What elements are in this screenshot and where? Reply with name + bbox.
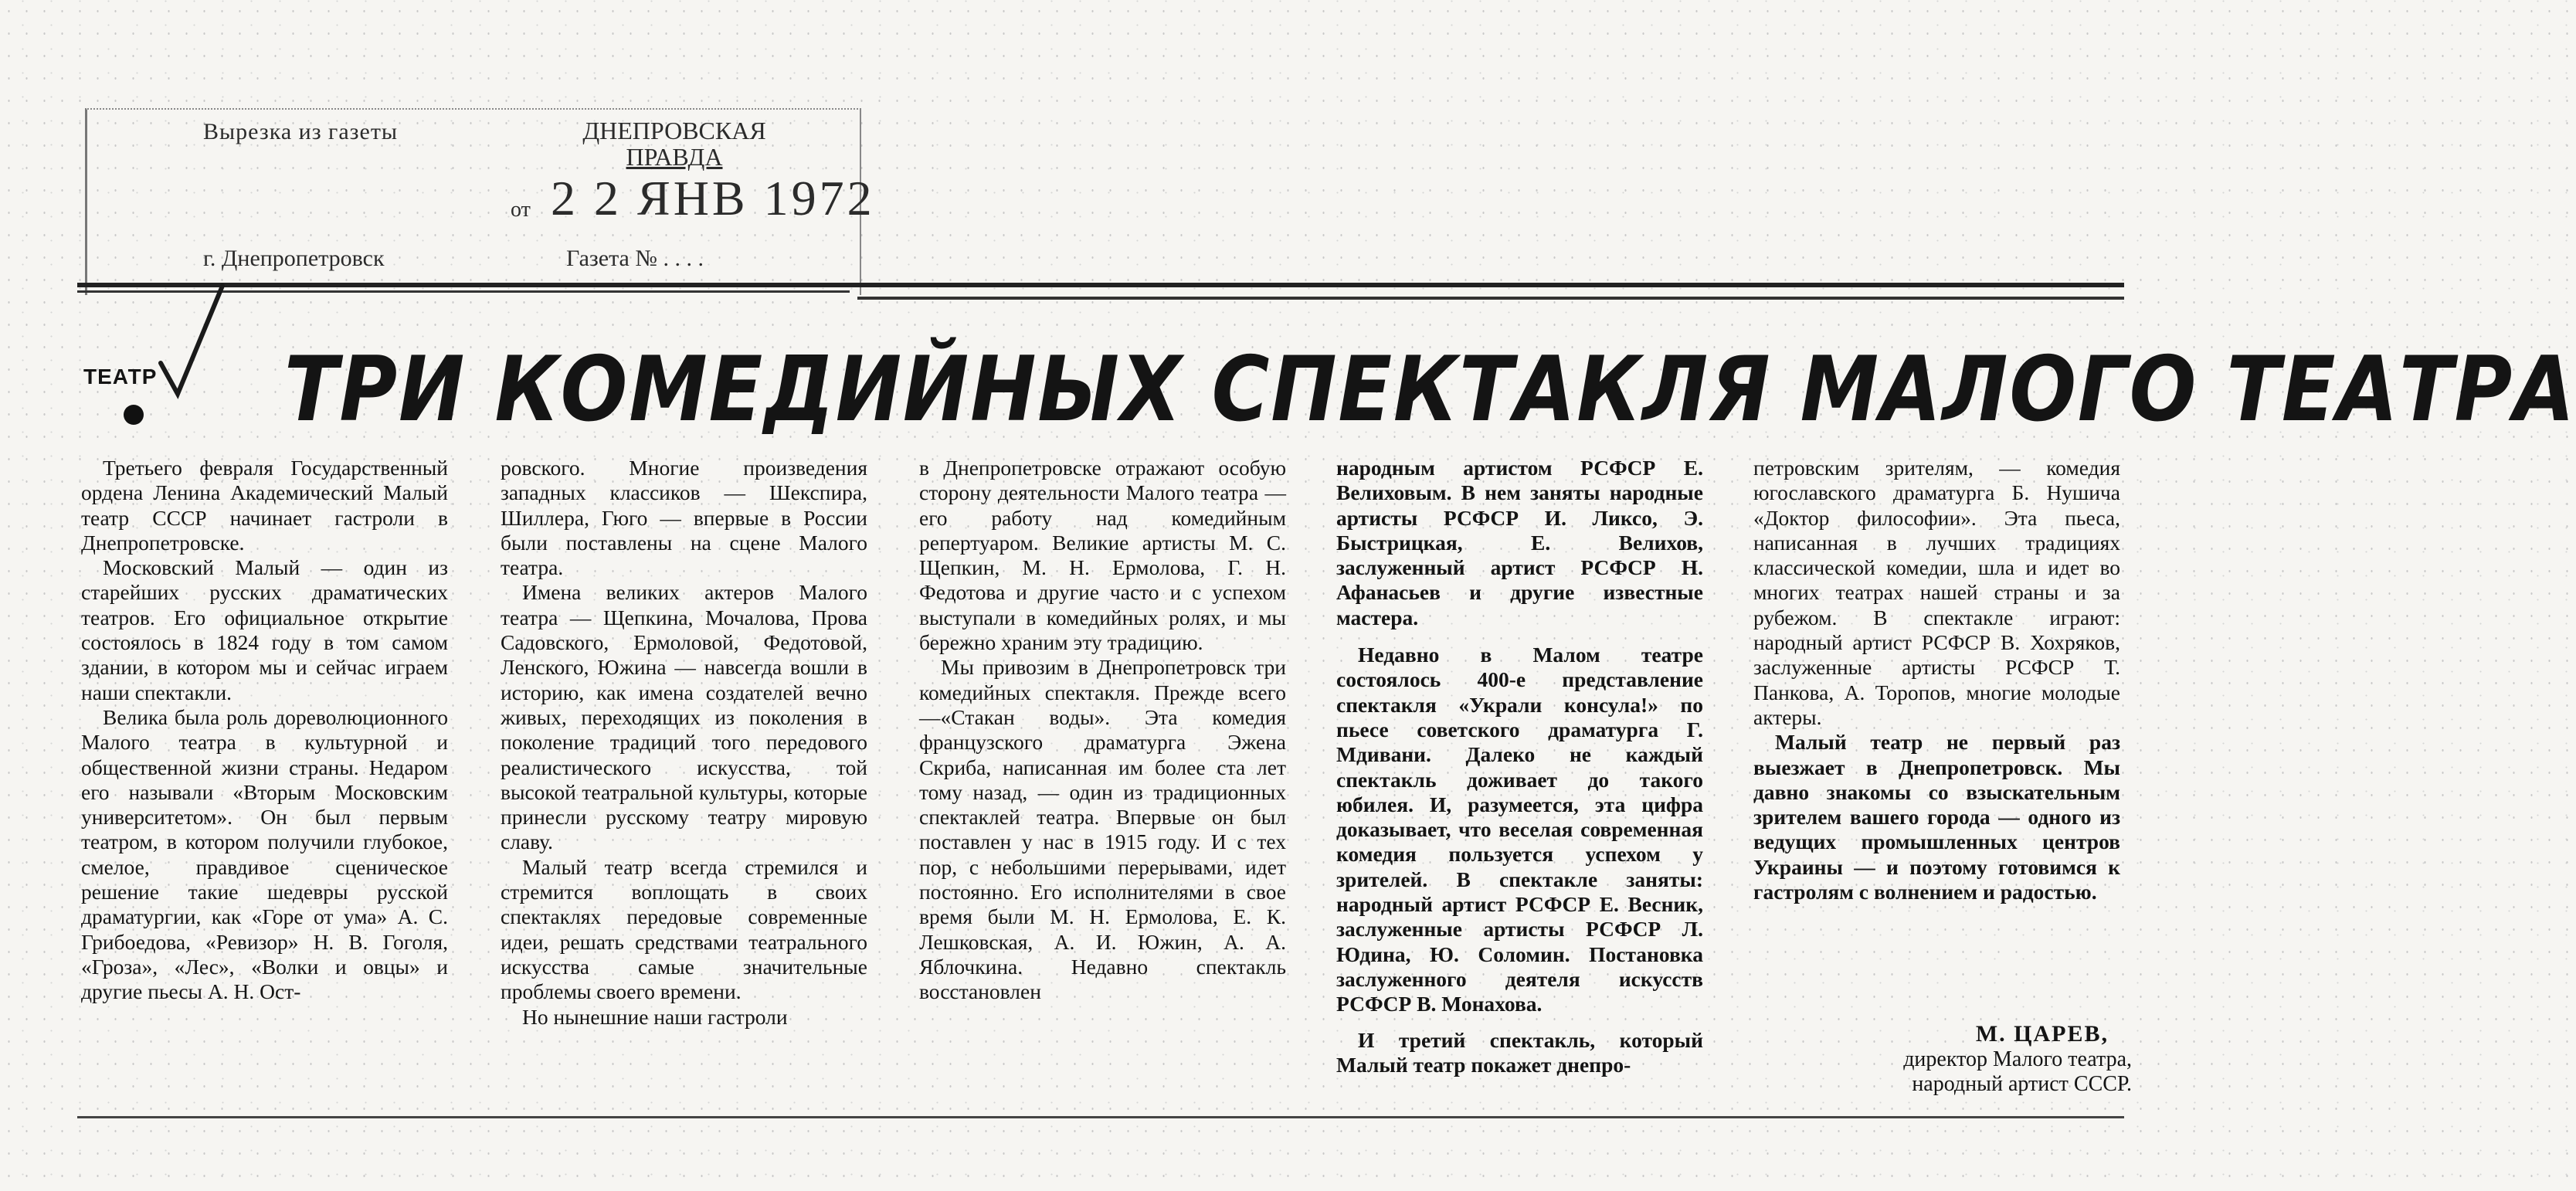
paragraph: Малый театр всегда стремился и стремится воплощать в своих спектаклях передовые современные идеи, решать средствами театрального искусства самые значительные проблемы своего времени. xyxy=(501,854,867,1004)
article-column-3 xyxy=(919,456,1286,1005)
top-rule-secondary xyxy=(857,297,2124,300)
author-role-line1: директор Малого театра, xyxy=(1903,1047,2132,1071)
paragraph: Велика была роль дореволюционного Малого театра в культурной и общественной жизни страны. Недаром его называли «Вторым Московским университетом». Он был первым театром, в котором получили глубокое, смелое, правдивое сценическое решение такие шедевры русской драматургии, как «Горе от ума» А. С. Грибоедова, «Ревизор» Н. В. Гоголя, «Гроза», «Лес», «Волки и овцы» и другие пьесы А. Н. Ост- xyxy=(81,704,448,1004)
stamp-date-prefix: от xyxy=(511,198,531,222)
stamp-gazeta-number: Газета № . . . . xyxy=(566,246,704,271)
paragraph: Третьего февраля Государственный ордена Ленина Академический Малый театр СССР начинает гастроли в Днепропетровске. xyxy=(81,456,448,555)
stamp-paper-line2: ПРАВДА xyxy=(626,143,723,171)
stamp-date: 2 2 ЯНВ 1972 xyxy=(551,171,875,226)
article-column-5 xyxy=(1753,456,2120,904)
paragraph: в Днепропетровске отражают особую сторону деятельности Малого театра — его работу над комедийным репертуаром. Великие артисты М. С. Щепкин, М. Н. Ермолова, Г. Н. Федотова и другие часто и с успехом выступали в комедийных ролях, и мы бережно храним эту традицию. xyxy=(919,456,1286,655)
article-column-4 xyxy=(1336,456,1703,1077)
author-name: М. ЦАРЕВ, xyxy=(1975,1021,2109,1047)
paragraph: Но нынешние наши гастроли xyxy=(522,1004,788,1029)
author-signature xyxy=(1792,1021,2132,1097)
article-column-2 xyxy=(501,456,867,1030)
author-role-line2: народный артист СССР. xyxy=(1912,1072,2132,1096)
paragraph: Недавно в Малом театре состоялось 400-е представление спектакля «Украли консула!» по пьесе советского драматурга Г. Мдивани. Далеко не каждый спектакль доживает до такого юбилея. И, разумеется, эта цифра доказывает, что веселая современная комедия пользуется успехом у зрителей. В спектакле заняты: народный артист РСФСР Е. Весник, заслуженные артисты РСФСР Л. Юдина, Ю. Соломин. Постановка заслуженного деятеля искусств РСФСР В. Монахова. xyxy=(1336,643,1703,1016)
paragraph: Мы привозим в Днепропетровск три комедийных спектакля. Прежде всего—«Стакан воды». Эта комедия французского драматурга Эжена Скриба, написанная им более ста лет тому назад, — один из традиционных спектаклей театра. Впервые он был поставлен у нас в 1915 году. И с тех пор, с небольшими перерывами, идет постоянно. Его исполнителями в свое время были М. Н. Ермолова, Е. К. Лешковская, А. И. Южин, А. А. Яблочкина. Недавно спектакль восстановлен xyxy=(919,655,1286,1004)
article-headline: ТРИ КОМЕДИЙНЫХ СПЕКТАКЛЯ МАЛОГО ТЕАТРА xyxy=(284,338,2576,442)
top-rule xyxy=(77,283,2124,287)
checkmark-icon xyxy=(145,278,238,409)
paragraph: Малый театр не первый раз выезжает в Днепропетровск. Мы давно знакомы со взыскательным зрителем вашего города — одного из ведущих промышленных центров Украины — и поэтому готовимся к гастролям с волнением и радостью. xyxy=(1753,730,2120,904)
stamp-paper-line1: ДНЕПРОВСКАЯ xyxy=(582,117,766,144)
section-rubric: ТЕАТР xyxy=(83,365,158,389)
stamp-newspaper-name xyxy=(558,117,790,170)
bullet-dot xyxy=(124,405,144,425)
paragraph: И третий спектакль, который Малый театр покажет днепро- xyxy=(1336,1027,1703,1077)
article-column-1 xyxy=(81,456,448,1005)
stamp-city: г. Днепропетровск xyxy=(203,246,385,271)
clipping-stamp xyxy=(85,108,875,295)
paragraph: народным артистом РСФСР Е. Велиховым. В нем заняты народные артисты РСФСР И. Ликсо, Э. Быстрицкая, Е. Велихов, заслуженный артист РСФСР Н. Афанасьев и другие известные мастера. xyxy=(1336,456,1703,629)
stamp-label: Вырезка из газеты xyxy=(203,119,399,144)
bottom-rule xyxy=(77,1116,2124,1118)
paragraph: петровским зрителям, — комедия югославского драматурга Б. Нушича «Доктор философии». Эта пьеса, написанная в лучших традициях классической комедии, шла и идет во многих театрах нашей страны и за рубежом. В спектакле играют: народный артист РСФСР В. Хохряков, заслуженные артисты РСФСР Т. Панкова, А. Торопов, многие молодые актеры. xyxy=(1753,456,2120,729)
author-role xyxy=(1792,1047,2132,1097)
paragraph: ровского. Многие произведения западных классиков — Шекспира, Шиллера, Гюго — впервые в России были поставлены на сцене Малого театра. xyxy=(501,456,867,580)
paragraph: Имена великих актеров Малого театра — Щепкина, Мочалова, Прова Садовского, Ермоловой, Федотовой, Ленского, Южина — навсегда вошли в историю, как имена создателей вечно живых, переходящих из поколения в поколение традиций того передового реалистического искусства, той высокой театральной культуры, которые принесли русскому театру мировую славу. xyxy=(501,580,867,854)
paragraph: Московский Малый — один из старейших русских драматических театров. Его официальное открытие состоялось в 1824 году в том самом здании, в котором мы и сейчас играем наши спектакли. xyxy=(81,555,448,704)
